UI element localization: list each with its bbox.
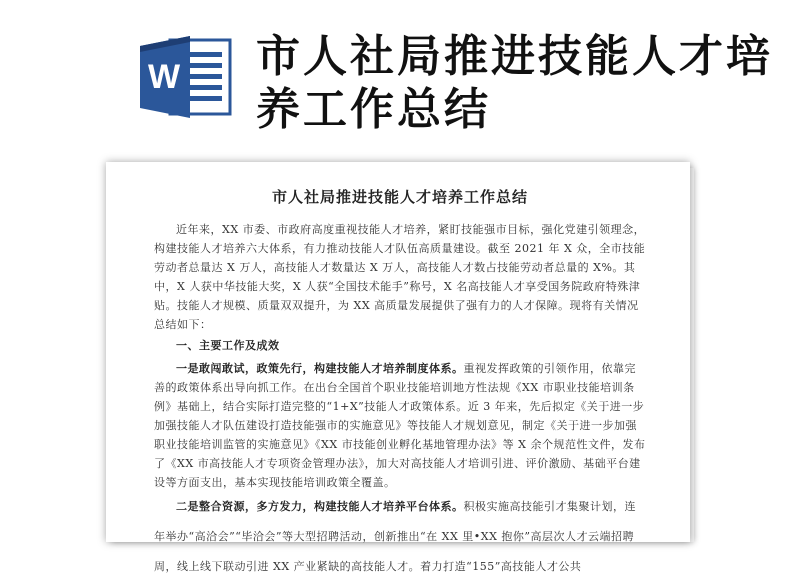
document-page (106, 162, 690, 573)
paragraph-1-lead: 一是敢闯敢试，政策先行，构建技能人才培养制度体系。 (176, 362, 464, 375)
paragraph-1-body: 重视发挥政策的引领作用，依靠完善的政策体系出导向抓工作。在出台全国首个职业技能培训地方性法规《XX 市职业技能培训条例》基础上，结合实际打造完整的“1+X”技能人才政策体系。近 3 年来，先后拟定《关于进一步加强技能人才队伍建设打造技能强市的实施意见》等技能人才规划意见，制定《关于进一步加强职业技能培训监管的实施意见》《XX 市技能创业孵化基地管理办法》等 X 余个规范性文件，发布了《XX 市高技能人才专项资金管理办法》，加大对高技能人才培训引进、评价激励、基础平台建设等方面支出，基本实现技能培训政策全覆盖。 (154, 362, 646, 489)
document-preview (106, 162, 690, 573)
paragraph-2 (154, 492, 646, 582)
document-body (154, 220, 646, 582)
banner (0, 0, 800, 160)
page-title: 市人社局推进技能人才培养工作总结 (256, 31, 773, 135)
section-heading: 一、主要工作及成效 (176, 339, 280, 352)
paragraph-2-lead: 二是整合资源，多方发力，构建技能人才培养平台体系。 (176, 500, 464, 513)
paragraph-1 (154, 359, 646, 492)
intro-paragraph: 近年来，XX 市委、市政府高度重视技能人才培养，紧盯技能强市目标，强化党建引领理念，构建技能人才培养六大体系，有力推动技能人才队伍高质量建设。截至 2021 年 X 众，全市技能劳动者总量达 X 万人，高技能人才数量达 X 万人，高技能人才数占技能劳动者总量的 X%。其中，X 人获中华技能大奖，X 人获“全国技术能手”称号，X 名高技能人才享受国务院政府特殊津贴。技能人才规模、质量双双提升，为 XX 高质量发展提供了强有力的人才保障。现将有关情况总结如下： (154, 223, 646, 331)
paragraph-2-body: 积极实施高技能引才集聚计划，连年举办“高洽会”“毕洽会”等大型招聘活动，创新推出“在 XX 里•XX 抱你”高层次人才云端招聘周，线上线下联动引进 XX 产业紧缺的高技能人才。着力打造“155”高技能人才公共 (154, 500, 636, 573)
document-title: 市人社局推进技能人才培养工作总结 (271, 188, 528, 206)
word-icon (140, 36, 232, 118)
word-logo-letter: W (147, 58, 181, 96)
